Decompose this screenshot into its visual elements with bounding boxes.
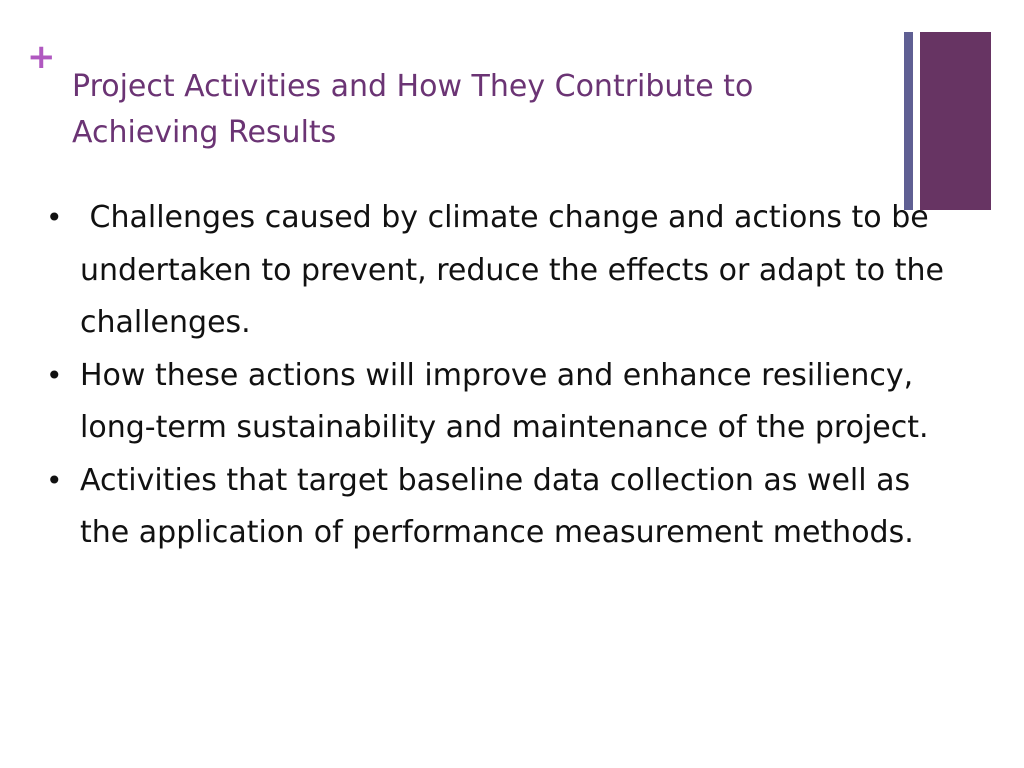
accent-bar-thin <box>904 32 913 210</box>
bullet-icon: • <box>46 358 63 392</box>
bullet-icon: • <box>46 201 63 234</box>
bullet-list <box>46 192 966 560</box>
slide-title: Project Activities and How They Contribute to Achieving Results <box>72 69 754 150</box>
bullet-text: Activities that target baseline data collection as well as the application of performance measurement methods. <box>80 462 914 550</box>
bullet-item <box>46 350 966 455</box>
plus-icon: + <box>27 37 56 77</box>
bullet-item <box>46 192 966 350</box>
bullet-text: How these actions will improve and enhance resiliency, long-term sustainability and maintenance of the project. <box>80 357 929 445</box>
bullet-icon: • <box>46 463 63 497</box>
bullet-item <box>46 455 966 560</box>
bullet-text: Challenges caused by climate change and actions to be undertaken to prevent, reduce the effects or adapt to the challenges. <box>80 200 954 340</box>
accent-bar-thick <box>920 32 991 210</box>
